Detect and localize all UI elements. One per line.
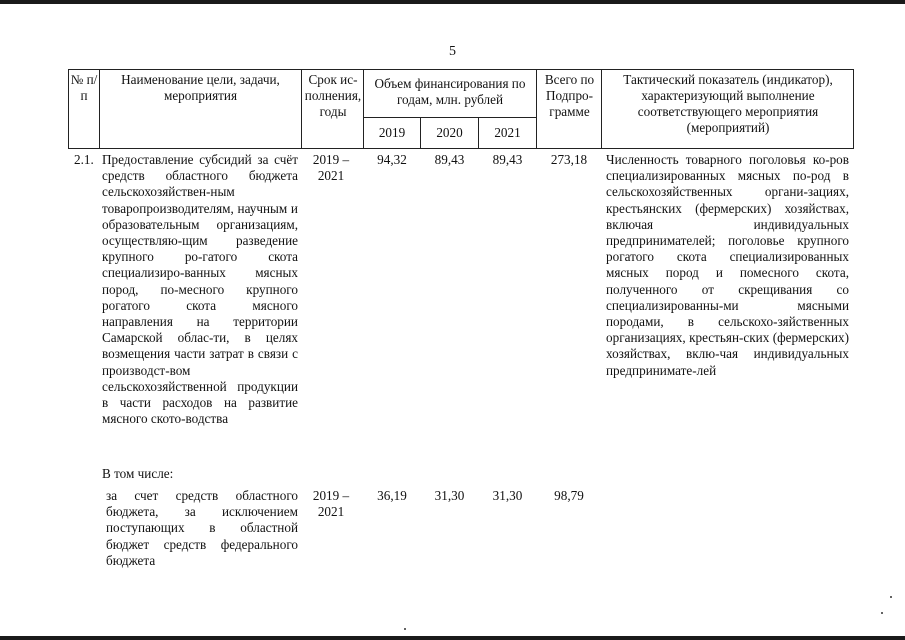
subrow-term: 2019 – 2021 <box>312 488 350 520</box>
row-value-2020: 89,43 <box>434 152 465 167</box>
header-year-2020: 2020 <box>436 125 463 140</box>
scan-speck <box>881 612 883 614</box>
subrow-name: за счет средств областного бюджета, за исключением поступающих в областной бюджет средств федерального бюджета <box>106 488 298 568</box>
row-name: Предоставление субсидий за счёт средств областного бюджета сельскохозяйствен-ным товаропроизводителям, научным и образовательным организациям, осуществляю-щим разведение крупного ро-гатого скота специализиро-ванных мясных пород, по-месного крупного рогатого скота мясного направления на территории Самарской облас-ти, в целях возмещения части затрат в связи с производст-вом сельскохозяйственной продукции в части расходов на развитие мясного ското-водства <box>102 152 298 427</box>
header-name: Наименование цели, задачи, мероприятия <box>121 72 280 103</box>
header-year-2019: 2019 <box>378 125 406 140</box>
header-num: № п/п <box>70 72 98 103</box>
page-number: 5 <box>449 44 456 59</box>
subheading: В том числе: <box>102 466 174 481</box>
scan-speck <box>890 596 892 598</box>
row-indicator: Численность товарного поголовья ко-ров специализированных мясных по-род в сельскохозяйственных органи-зациях, крестьянских (фермерских) хозяйствах, включая индивидуальных предпринимателей; поголовье крупного рогатого скота специализированных мясных пород и помесного скота, полученного от скрещивания со специализированны-ми мясными породами, в сельскохо-зяйственных организациях, крестьян-ских (фермерских) хозяйствах, вклю-чая индивидуальных предпринимате-лей <box>606 152 849 378</box>
header-indicator: Тактический показатель (индикатор), характеризующий выполнение соответствующего мероприятия (мероприятий) <box>623 72 833 135</box>
row-number: 2.1. <box>74 152 94 167</box>
row-total: 273,18 <box>550 152 588 167</box>
row-value-2019: 94,32 <box>377 152 407 167</box>
subrow-total: 98,79 <box>554 488 584 503</box>
header-term: Срок ис-полнения, годы <box>304 72 362 119</box>
header-year-2021: 2021 <box>494 125 521 140</box>
bottom-border-line <box>0 636 905 640</box>
scan-speck <box>404 628 406 630</box>
header-total: Всего по Подпро-грамме <box>544 72 595 119</box>
header-volume: Объем финансирования по годам, млн. рублей <box>374 76 526 107</box>
top-border-line <box>0 0 905 4</box>
subrow-value-2021: 31,30 <box>492 488 523 503</box>
row-value-2021: 89,43 <box>492 152 523 167</box>
row-term: 2019 – 2021 <box>312 152 350 184</box>
subrow-value-2019: 36,19 <box>377 488 407 503</box>
subrow-value-2020: 31,30 <box>434 488 465 503</box>
